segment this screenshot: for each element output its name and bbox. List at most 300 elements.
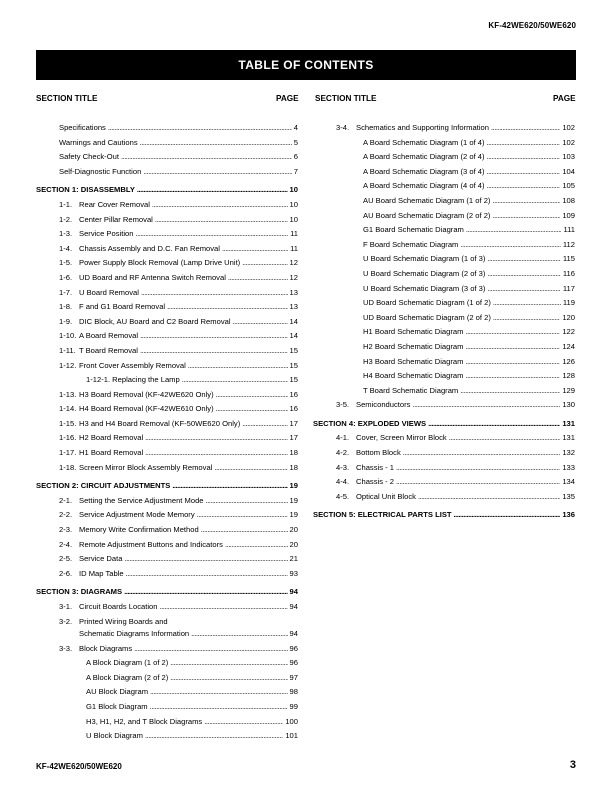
toc-entry-title: U Block Diagram	[86, 731, 143, 741]
toc-entry-page: 5	[293, 137, 298, 147]
toc-entry-page: 115	[562, 254, 575, 264]
dot-leader	[228, 272, 288, 284]
toc-entry-page: 96	[289, 643, 298, 653]
toc-entry-number: 1-18.	[59, 462, 77, 472]
toc-entry-number: 3-2.	[59, 616, 73, 626]
toc-entry-page: 11	[290, 229, 298, 239]
toc-entry-title: T Board Schematic Diagram	[363, 385, 459, 395]
toc-entry-number: 1-2.	[59, 214, 73, 224]
toc-entry-title: Memory Write Confirmation Method	[79, 525, 199, 535]
dot-leader	[134, 643, 287, 655]
toc-entry-number: 1-3.	[59, 229, 73, 239]
toc-entry[interactable]	[36, 447, 298, 462]
dot-leader	[396, 476, 560, 488]
toc-entry[interactable]	[313, 312, 575, 327]
toc-entry-page: 105	[562, 181, 575, 191]
toc-entry-number: 2-6.	[59, 568, 73, 578]
toc-entry-title: SECTION 1: DISASSEMBLY	[36, 185, 135, 195]
toc-entry-page: 7	[293, 166, 298, 176]
toc-entry-page: 117	[562, 283, 575, 293]
toc-entry[interactable]	[313, 476, 575, 491]
toc-entry-number: 2-2.	[59, 510, 73, 520]
toc-entry-page: 18	[289, 462, 298, 472]
dot-leader	[242, 257, 287, 269]
toc-entry[interactable]	[36, 243, 298, 258]
right-column-section-title-header: SECTION TITLE	[315, 94, 377, 103]
toc-entry-number: 4-2.	[336, 448, 350, 458]
toc-entry-title: AU Board Schematic Diagram (2 of 2)	[363, 210, 491, 220]
toc-entry[interactable]	[36, 389, 298, 404]
toc-entry-page: 19	[289, 510, 298, 520]
dot-leader	[491, 122, 560, 134]
toc-entry-page: 133	[562, 462, 575, 472]
toc-entry-page: 131	[562, 433, 575, 443]
toc-entry-title: F and G1 Board Removal	[79, 302, 166, 312]
toc-entry-page: 13	[289, 302, 298, 312]
toc-entry-page: 111	[563, 225, 575, 235]
toc-entry-number: 1-1.	[59, 199, 73, 209]
toc-entry[interactable]	[36, 462, 298, 477]
dot-leader	[454, 509, 561, 521]
toc-entry-page: 98	[289, 687, 298, 697]
toc-entry[interactable]	[36, 568, 298, 583]
toc-entry-page: 99	[289, 701, 298, 711]
dot-leader	[492, 210, 560, 222]
toc-entry-page: 14	[289, 316, 298, 326]
dot-leader	[216, 403, 288, 415]
toc-title-bar	[36, 50, 576, 80]
toc-entry-number: 1-11.	[59, 345, 76, 355]
toc-entry-title: UD Board Schematic Diagram (1 of 2)	[363, 298, 491, 308]
toc-entry[interactable]	[36, 643, 298, 658]
dot-leader	[145, 432, 287, 444]
toc-entry-title: A Board Schematic Diagram (1 of 4)	[363, 137, 485, 147]
toc-entry-title: Warnings and Cautions	[59, 137, 138, 147]
toc-entry[interactable]	[36, 166, 298, 181]
toc-entry-page: 20	[289, 525, 298, 535]
toc-entry-page: 100	[285, 716, 298, 726]
toc-entry-number: 4-4.	[336, 477, 350, 487]
toc-entry-title: ID Map Table	[79, 568, 124, 578]
toc-entry[interactable]	[313, 239, 575, 254]
toc-entry[interactable]	[36, 686, 298, 701]
toc-entry-number: 1-16.	[59, 433, 77, 443]
toc-entry[interactable]	[313, 224, 575, 239]
toc-entry-page: 131	[562, 418, 575, 428]
toc-entry-page: 13	[289, 287, 298, 297]
toc-entry-page: 120	[562, 312, 575, 322]
toc-entry-page: 14	[289, 331, 298, 341]
toc-entry-page: 15	[289, 345, 298, 355]
dot-leader	[197, 509, 288, 521]
toc-section-heading[interactable]	[36, 480, 298, 495]
dot-leader	[152, 199, 288, 211]
toc-entry[interactable]	[36, 151, 298, 166]
dot-leader	[466, 224, 562, 236]
toc-entry[interactable]	[313, 399, 575, 414]
toc-entry-page: 11	[290, 243, 298, 253]
toc-entry-title: U Board Schematic Diagram (2 of 3)	[363, 268, 486, 278]
toc-entry-number: 1-5.	[59, 258, 73, 268]
toc-entry-number: 1-17.	[59, 448, 77, 458]
toc-entry[interactable]	[36, 360, 298, 375]
toc-entry-title: Service Position	[79, 229, 134, 239]
dot-leader	[141, 287, 288, 299]
toc-entry-number: 1-15.	[59, 418, 77, 428]
toc-entry-page: 15	[289, 375, 298, 385]
toc-entry-page: 119	[562, 298, 575, 308]
toc-entry[interactable]	[313, 447, 575, 462]
toc-entry[interactable]	[313, 253, 575, 268]
toc-entry-title: Center Pillar Removal	[79, 214, 153, 224]
toc-entry[interactable]	[36, 730, 298, 745]
toc-entry-title: Power Supply Block Removal (Lamp Drive Unit)	[79, 258, 241, 268]
toc-entry-title: DIC Block, AU Board and C2 Board Removal	[79, 316, 231, 326]
dot-leader	[150, 686, 288, 698]
toc-entry[interactable]	[313, 283, 575, 298]
toc-entry-number: 3-1.	[59, 602, 73, 611]
toc-entry-title: A Board Schematic Diagram (2 of 4)	[363, 152, 485, 162]
toc-entry-title: H3 Board Schematic Diagram	[363, 356, 464, 366]
dot-leader	[487, 253, 561, 265]
toc-entry-title: SECTION 5: ELECTRICAL PARTS LIST	[313, 510, 452, 520]
toc-entry[interactable]	[36, 553, 298, 568]
dot-leader	[140, 330, 287, 342]
toc-left-column	[36, 122, 298, 745]
dot-leader	[487, 137, 561, 149]
left-column-section-title-header: SECTION TITLE	[36, 94, 98, 103]
toc-entry-number: 1-12.	[59, 360, 77, 370]
toc-entry[interactable]	[36, 601, 298, 616]
toc-entry-title: G1 Board Schematic Diagram	[363, 225, 464, 235]
dot-leader	[135, 228, 288, 240]
dot-leader	[242, 418, 287, 430]
toc-entry-title: Chassis - 2	[356, 477, 394, 487]
toc-entry-page: 134	[562, 477, 575, 487]
dot-leader	[216, 389, 288, 401]
toc-entry-title: U Board Schematic Diagram (3 of 3)	[363, 283, 486, 293]
toc-entry-page: 104	[562, 166, 575, 176]
toc-entry-title: Screen Mirror Block Assembly Removal	[79, 462, 213, 472]
toc-entry-page: 108	[562, 195, 575, 205]
toc-entry-number: 4-3.	[336, 462, 350, 472]
toc-entry-title: A Board Schematic Diagram (3 of 4)	[363, 166, 485, 176]
toc-entry[interactable]	[36, 287, 298, 302]
toc-entry-page: 135	[562, 491, 575, 501]
dot-leader	[155, 214, 288, 226]
toc-entry-page: 4	[293, 123, 298, 132]
toc-entry[interactable]	[36, 657, 298, 672]
dot-leader	[487, 166, 561, 178]
toc-entry[interactable]	[313, 491, 575, 506]
dot-leader	[124, 586, 287, 598]
toc-entry-number: 1-13.	[59, 389, 77, 399]
toc-section-heading[interactable]	[36, 184, 298, 199]
toc-entry-page: 136	[562, 510, 575, 520]
toc-entry-title: U Board Removal	[79, 287, 139, 297]
toc-entry-number: 1-4.	[59, 243, 73, 253]
dot-leader	[449, 432, 561, 444]
toc-entry-title: H1 Board Removal	[79, 448, 144, 458]
toc-entry-number: 1-7.	[59, 287, 73, 297]
toc-entry[interactable]	[313, 341, 575, 356]
toc-entry[interactable]	[36, 330, 298, 345]
dot-leader	[145, 730, 283, 742]
toc-entry[interactable]	[313, 180, 575, 195]
toc-entry[interactable]	[313, 166, 575, 181]
toc-entry-title: AU Block Diagram	[86, 687, 149, 697]
toc-entry[interactable]	[36, 214, 298, 229]
toc-entry[interactable]	[313, 297, 575, 312]
toc-entry-number: 4-5.	[336, 491, 350, 501]
toc-entry[interactable]	[36, 137, 298, 152]
toc-entry-page: 96	[289, 658, 298, 668]
toc-entry-title: H3 Board Removal (KF-42WE620 Only)	[79, 389, 214, 399]
dot-leader	[137, 184, 288, 196]
dot-leader	[465, 341, 560, 353]
dot-leader	[145, 447, 287, 459]
toc-entry-page: 20	[289, 539, 298, 549]
toc-entry-title: G1 Block Diagram	[86, 701, 148, 711]
footer-model-number: KF-42WE620/50WE620	[36, 762, 122, 771]
toc-entry-title: UD Board Schematic Diagram (2 of 2)	[363, 312, 491, 322]
toc-entry[interactable]	[36, 509, 298, 524]
toc-entry-title: Chassis - 1	[356, 462, 394, 472]
dot-leader	[465, 370, 560, 382]
dot-leader	[465, 326, 560, 338]
toc-entry-title: Circuit Boards Location	[79, 602, 158, 611]
toc-section-heading[interactable]	[313, 418, 575, 433]
dot-leader	[403, 447, 561, 459]
toc-entry[interactable]	[36, 257, 298, 272]
toc-entry[interactable]	[36, 403, 298, 418]
toc-right-column	[313, 122, 575, 524]
dot-leader	[121, 151, 292, 163]
dot-leader	[214, 462, 287, 474]
toc-entry-number: 1-8.	[59, 302, 73, 312]
toc-entry-title: A Block Diagram (1 of 2)	[86, 658, 169, 668]
toc-entry-number: 2-3.	[59, 525, 73, 535]
toc-entry-title: Safety Check-Out	[59, 152, 119, 162]
toc-entry-page: 116	[562, 268, 575, 278]
toc-entry-number: 1-9.	[59, 316, 73, 326]
toc-entry-page: 102	[562, 123, 575, 132]
dot-leader	[170, 672, 287, 684]
dot-leader	[124, 553, 287, 565]
toc-entry-title: Semiconductors	[356, 400, 411, 410]
right-column-page-header: PAGE	[553, 94, 576, 103]
toc-entry-number: 3-5.	[336, 400, 350, 410]
toc-entry-title: Bottom Block	[356, 448, 401, 458]
toc-entry-title: Block Diagrams	[79, 643, 133, 653]
toc-title: TABLE OF CONTENTS	[238, 58, 374, 72]
toc-entry-page: 94	[289, 628, 298, 638]
toc-entry[interactable]	[36, 495, 298, 510]
toc-entry[interactable]	[36, 539, 298, 554]
toc-entry-number: 2-4.	[59, 539, 73, 549]
toc-entry[interactable]	[313, 462, 575, 477]
toc-entry-title: H1 Board Schematic Diagram	[363, 327, 464, 337]
dot-leader	[493, 312, 560, 324]
toc-section-heading[interactable]	[313, 509, 575, 524]
toc-entry-page: 16	[289, 404, 298, 414]
toc-entry-title: H3, H1, H2, and T Block Diagrams	[86, 716, 203, 726]
dot-leader	[201, 524, 288, 536]
dot-leader	[222, 243, 288, 255]
dot-leader	[493, 297, 561, 309]
toc-entry-page: 122	[562, 327, 575, 337]
toc-entry-page: 19	[289, 481, 298, 491]
toc-entry-page: 128	[562, 371, 575, 381]
dot-leader	[204, 716, 283, 728]
toc-entry-page: 17	[289, 418, 298, 428]
toc-entry-number: 1-6.	[59, 272, 73, 282]
dot-leader	[233, 316, 288, 328]
toc-entry[interactable]	[36, 228, 298, 243]
toc-entry[interactable]	[313, 432, 575, 447]
toc-entry-number: 2-1.	[59, 495, 73, 505]
toc-entry-title: Specifications	[59, 123, 106, 132]
toc-entry-page: 17	[289, 433, 298, 443]
toc-entry-title: U Board Schematic Diagram (1 of 3)	[363, 254, 486, 264]
toc-entry-page: 129	[562, 385, 575, 395]
dot-leader	[108, 122, 292, 134]
toc-entry-page: 93	[289, 568, 298, 578]
dot-leader	[225, 539, 288, 551]
toc-entry-title: A Board Removal	[79, 331, 139, 341]
toc-entry-title: Front Cover Assembly Removal	[79, 360, 186, 370]
dot-leader	[188, 360, 288, 372]
dot-leader	[126, 568, 288, 580]
toc-entry-title: A Block Diagram (2 of 2)	[86, 672, 169, 682]
dot-leader	[150, 701, 288, 713]
toc-entry[interactable]	[36, 122, 298, 137]
toc-entry-title: Remote Adjustment Buttons and Indicators	[79, 539, 223, 549]
toc-entry-page: 94	[289, 602, 298, 611]
dot-leader	[143, 166, 291, 178]
toc-entry-number: 2-5.	[59, 554, 73, 564]
toc-entry-number: 1-14.	[59, 404, 77, 414]
toc-entry-number: 1-10.	[59, 331, 77, 341]
toc-entry[interactable]	[36, 316, 298, 331]
toc-entry[interactable]	[36, 418, 298, 433]
toc-entry-page: 109	[562, 210, 575, 220]
toc-entry[interactable]	[313, 151, 575, 166]
toc-entry-page: 130	[562, 400, 575, 410]
toc-entry[interactable]	[36, 301, 298, 316]
toc-entry-page: 15	[289, 360, 298, 370]
toc-entry-title: Chassis Assembly and D.C. Fan Removal	[79, 243, 220, 253]
toc-entry-page: 18	[289, 448, 298, 458]
toc-entry-title: Optical Unit Block	[356, 491, 416, 501]
toc-entry[interactable]	[313, 268, 575, 283]
toc-entry-title: SECTION 2: CIRCUIT ADJUSTMENTS	[36, 481, 171, 491]
header-model-number: KF-42WE620/50WE620	[488, 21, 576, 30]
dot-leader	[460, 239, 561, 251]
toc-entry[interactable]	[313, 385, 575, 400]
toc-entry[interactable]	[36, 672, 298, 687]
toc-entry-number: 3-3.	[59, 643, 73, 653]
dot-leader	[487, 180, 561, 192]
toc-entry-page: 112	[562, 239, 575, 249]
toc-entry-title: Setting the Service Adjustment Mode	[79, 495, 204, 505]
toc-entry-title: H2 Board Removal	[79, 433, 144, 443]
toc-entry-page: 132	[562, 448, 575, 458]
toc-entry[interactable]	[36, 199, 298, 214]
toc-entry-title: Schematics and Supporting Information	[356, 123, 489, 132]
toc-entry[interactable]	[36, 716, 298, 731]
toc-entry-page: 10	[289, 185, 298, 195]
toc-entry[interactable]	[313, 356, 575, 371]
toc-entry-title-line: Printed Wiring Boards and	[79, 616, 168, 626]
toc-entry-number: 3-4.	[336, 123, 350, 132]
dot-leader	[487, 283, 561, 295]
toc-entry-page: 94	[289, 587, 298, 597]
dot-leader	[412, 399, 560, 411]
left-column-page-header: PAGE	[276, 94, 299, 103]
toc-entry-title: H4 Board Schematic Diagram	[363, 371, 464, 381]
toc-entry-title: T Board Removal	[79, 345, 138, 355]
toc-entry[interactable]	[36, 345, 298, 360]
toc-entry-title: UD Board and RF Antenna Switch Removal	[79, 272, 226, 282]
toc-entry-title: SECTION 4: EXPLODED VIEWS	[313, 418, 427, 428]
toc-entry[interactable]	[36, 701, 298, 716]
toc-entry-title: Service Adjustment Mode Memory	[79, 510, 195, 520]
toc-entry-title: H2 Board Schematic Diagram	[363, 341, 464, 351]
dot-leader	[418, 491, 560, 503]
toc-entry-title: F Board Schematic Diagram	[363, 239, 459, 249]
toc-entry-title: H3 and H4 Board Removal (KF-50WE620 Only)	[79, 418, 241, 428]
dot-leader	[465, 356, 560, 368]
toc-entry-title: Schematic Diagrams Information	[79, 628, 190, 638]
toc-entry-page: 12	[289, 258, 298, 268]
dot-leader	[206, 495, 288, 507]
toc-entry[interactable]	[36, 616, 298, 643]
toc-entry-number: 4-1.	[336, 433, 350, 443]
toc-entry[interactable]	[313, 195, 575, 210]
dot-leader	[428, 418, 560, 430]
toc-entry[interactable]	[36, 374, 298, 389]
toc-entry-title: H4 Board Removal (KF-42WE610 Only)	[79, 404, 214, 414]
toc-entry-title: AU Board Schematic Diagram (1 of 2)	[363, 195, 491, 205]
toc-entry-page: 124	[562, 341, 575, 351]
toc-section-heading[interactable]	[36, 586, 298, 601]
toc-entry[interactable]	[36, 524, 298, 539]
toc-entry-page: 21	[289, 554, 298, 564]
dot-leader	[396, 462, 560, 474]
toc-entry[interactable]	[313, 137, 575, 152]
toc-entry-title: Rear Cover Removal	[79, 199, 150, 209]
dot-leader	[170, 657, 287, 669]
dot-leader	[160, 601, 288, 613]
toc-entry[interactable]	[313, 370, 575, 385]
dot-leader	[487, 268, 561, 280]
dot-leader	[172, 480, 287, 492]
toc-entry-page: 103	[562, 152, 575, 162]
toc-entry[interactable]	[36, 432, 298, 447]
toc-entry[interactable]	[36, 272, 298, 287]
toc-entry[interactable]	[313, 210, 575, 225]
toc-entry-title: Service Data	[79, 554, 123, 564]
dot-leader	[182, 374, 288, 386]
toc-entry-title: A Board Schematic Diagram (4 of 4)	[363, 181, 485, 191]
toc-entry-page: 101	[285, 731, 298, 741]
dot-leader	[460, 385, 560, 397]
toc-entry[interactable]	[313, 122, 575, 137]
toc-entry-page: 6	[293, 152, 298, 162]
toc-entry[interactable]	[313, 326, 575, 341]
dot-leader	[140, 345, 288, 357]
